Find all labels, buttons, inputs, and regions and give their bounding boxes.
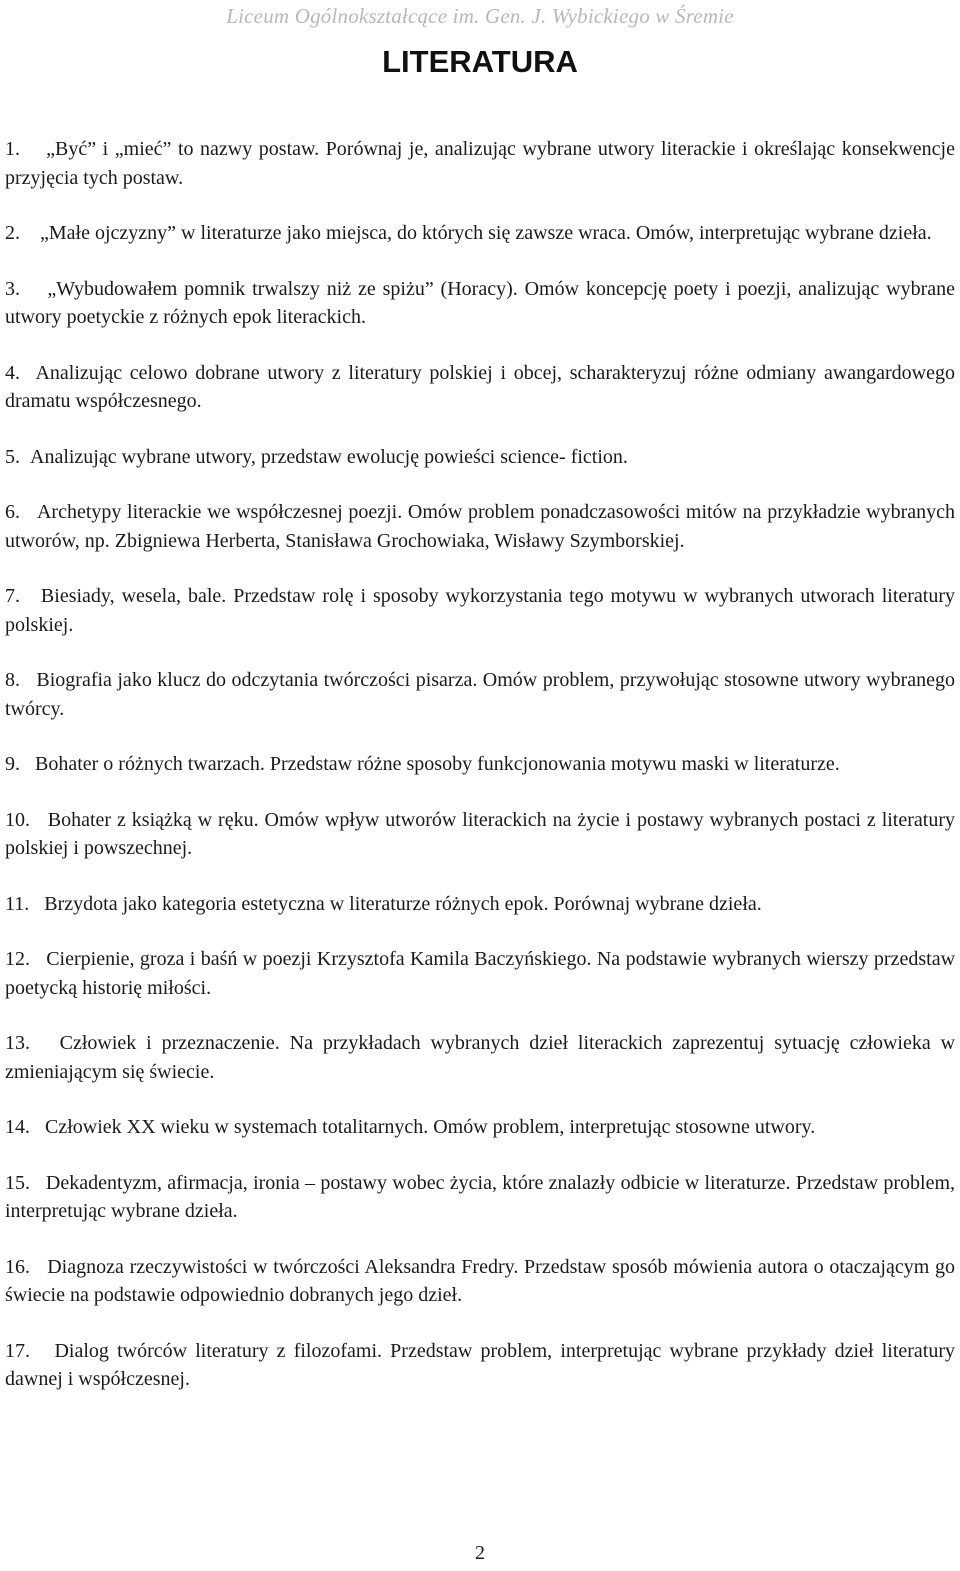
- topic-text: Bohater o różnych twarzach. Przedstaw różne sposoby funkcjonowania motywu maski w literaturze.: [35, 753, 840, 775]
- topic-number: 14.: [5, 1116, 30, 1138]
- topic-item: [5, 1337, 955, 1394]
- topic-number: 12.: [5, 948, 30, 970]
- topic-number: 2.: [5, 222, 20, 244]
- topic-item: [5, 1253, 955, 1310]
- topic-number: 4.: [5, 361, 20, 384]
- topic-text: Biesiady, wesela, bale. Przedstaw rolę i sposoby wykorzystania tego motywu w wybranych utworach literatury polskiej.: [5, 585, 956, 636]
- topic-number: 3.: [5, 277, 20, 300]
- topic-item: [5, 219, 955, 248]
- topic-text: Bohater z książką w ręku. Omów wpływ utworów literackich na życie i postawy wybranych postaci z literatury polskiej i powszechnej.: [5, 808, 955, 859]
- topic-text: Archetypy literackie we współczesnej poezji. Omów problem ponadczasowości mitów na przykładzie wybranych utworów, np. Zbigniewa Herberta, Stanisława Grochowiaka, Wisławy Szymborskiej.: [5, 501, 955, 552]
- topic-text: Cierpienie, groza i baśń w poezji Krzysztofa Kamila Baczyńskiego. Na podstawie wybranych wierszy przedstaw poetycką historię miłości.: [5, 948, 956, 999]
- topic-number: 16.: [5, 1255, 30, 1278]
- topic-text: Brzydota jako kategoria estetyczna w literaturze różnych epok. Porównaj wybrane dzieła.: [44, 892, 762, 915]
- topic-text: „Małe ojczyzny” w literaturze jako miejsca, do których się zawsze wraca. Omów, interpretując wybrane dzieła.: [40, 222, 932, 244]
- topic-text: Analizując celowo dobrane utwory z literatury polskiej i obcej, scharakteryzuj różne odmiany awangardowego dramatu współczesnego.: [5, 361, 956, 412]
- topic-item: [5, 498, 955, 555]
- topic-text: Dekadentyzm, afirmacja, ironia – postawy wobec życia, które znalazły odbicie w literaturze. Przedstaw problem, interpretując wybrane dzieła.: [5, 1171, 956, 1222]
- topic-item: [5, 945, 955, 1002]
- topic-text: Biografia jako klucz do odczytania twórczości pisarza. Omów problem, przywołując stosowne utwory wybranego twórcy.: [5, 669, 955, 720]
- topic-text: „Być” i „mieć” to nazwy postaw. Porównaj je, analizując wybrane utwory literackie i określając konsekwencje przyjęcia tych postaw.: [5, 138, 955, 189]
- topic-number: 1.: [5, 138, 20, 160]
- topic-item: [5, 890, 955, 919]
- topic-number: 8.: [5, 669, 20, 691]
- topic-item: [5, 135, 955, 192]
- topic-number: 6.: [5, 501, 20, 523]
- topic-item: [5, 1169, 955, 1226]
- topic-item: [5, 750, 955, 779]
- page-header: Liceum Ogólnokształcące im. Gen. J. Wybickiego w Śremie: [226, 4, 734, 28]
- topic-text: Diagnoza rzeczywistości w twórczości Aleksandra Fredry. Przedstaw sposób mówienia autora o otaczającym go świecie na podstawie odpowiednio dobranych jego dzieł.: [5, 1255, 955, 1306]
- topic-item: [5, 666, 955, 723]
- topic-item: [5, 582, 955, 639]
- topic-number: 13.: [5, 1032, 30, 1054]
- topic-text: Człowiek i przeznaczenie. Na przykładach wybranych dzieł literackich zaprezentuj sytuację człowieka w zmieniającym się świecie.: [5, 1032, 956, 1083]
- topic-text: Dialog twórców literatury z filozofami. Przedstaw problem, interpretując wybrane przykłady dzieł literatury dawnej i współczesnej.: [5, 1339, 956, 1390]
- topic-number: 7.: [5, 585, 20, 607]
- topic-number: 11.: [5, 892, 30, 915]
- topic-list: [5, 135, 955, 1421]
- topic-number: 17.: [5, 1339, 30, 1362]
- topic-number: 9.: [5, 753, 20, 775]
- topic-number: 15.: [5, 1171, 30, 1194]
- page-title: LITERATURA: [382, 44, 578, 79]
- topic-item: [5, 443, 955, 472]
- page-number: 2: [475, 1542, 485, 1564]
- topic-text: Analizując wybrane utwory, przedstaw ewolucję powieści science- fiction.: [30, 445, 628, 468]
- topic-item: [5, 359, 955, 416]
- topic-item: [5, 1029, 955, 1086]
- topic-item: [5, 1113, 955, 1142]
- topic-number: 10.: [5, 808, 30, 831]
- topic-text: Człowiek XX wieku w systemach totalitarnych. Omów problem, interpretując stosowne utwory.: [45, 1116, 816, 1138]
- topic-item: [5, 275, 955, 332]
- topic-text: „Wybudowałem pomnik trwalszy niż ze spiżu” (Horacy). Omów koncepcję poety i poezji, analizując wybrane utwory poetyckie z różnych epok literackich.: [5, 277, 956, 328]
- topic-item: [5, 806, 955, 863]
- topic-number: 5.: [5, 445, 20, 468]
